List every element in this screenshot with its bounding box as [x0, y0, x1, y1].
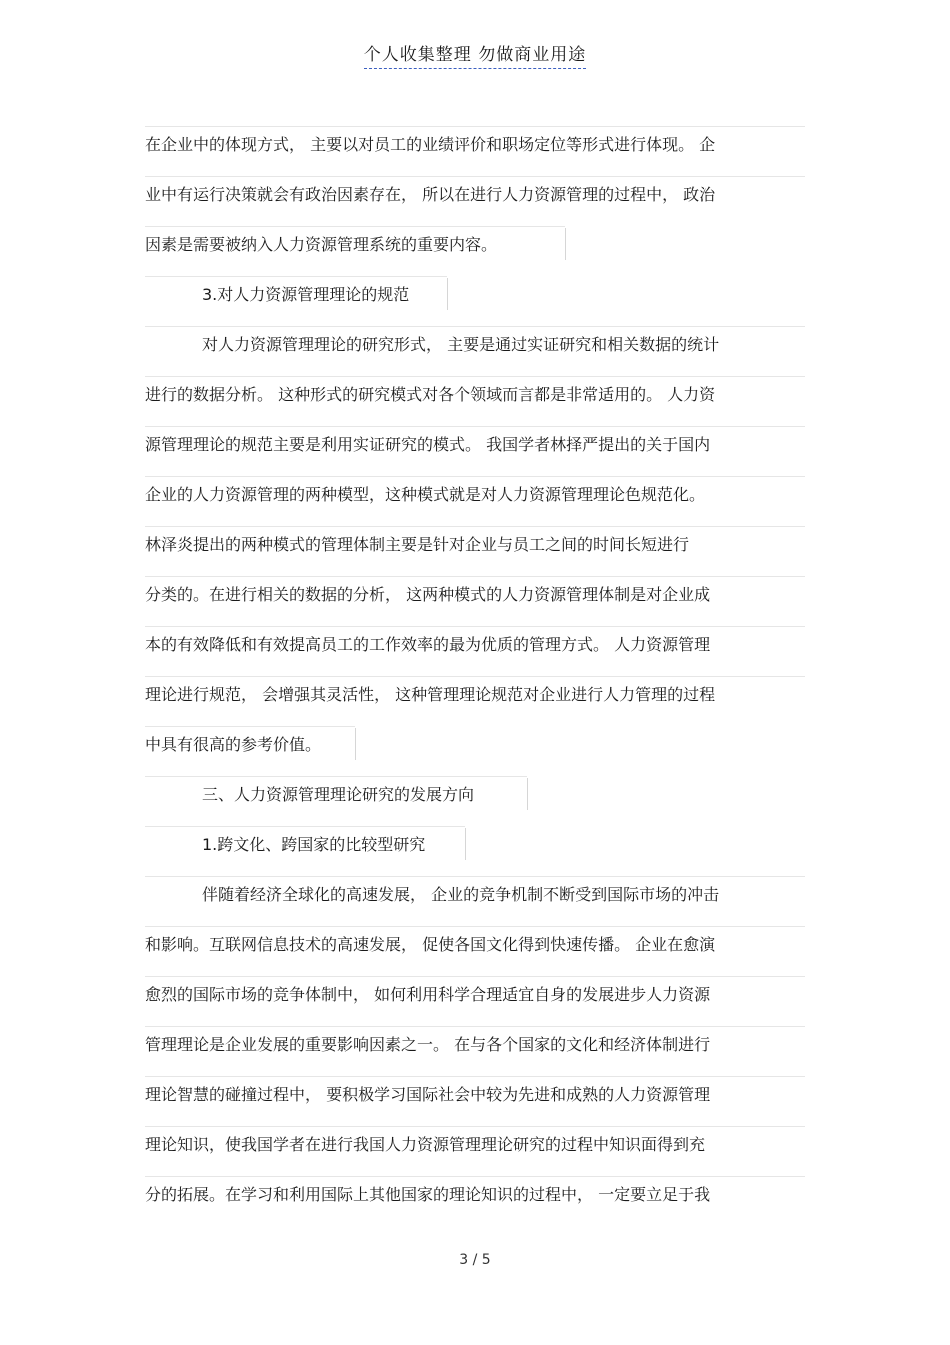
line-text: 因素是需要被纳入人力资源管理系统的重要内容。 [145, 235, 498, 254]
line-text: 在企业中的体现方式， 主要以对员工的业绩评价和职场定位等形式进行体现。 企 [145, 135, 716, 154]
text-line [145, 1070, 805, 1120]
line-text: 3.对人力资源管理理论的规范 [202, 285, 410, 304]
line-text: 林泽炎提出的两种模式的管理体制主要是针对企业与员工之间的时间长短进行 [145, 535, 690, 554]
line-text: 对人力资源管理理论的研究形式， 主要是通过实证研究和相关数据的统计 [202, 335, 720, 354]
text-line [145, 620, 805, 670]
line-top-rule [145, 1126, 805, 1127]
line-text: 源管理理论的规范主要是利用实证研究的模式。 我国学者林择严提出的关于国内 [145, 435, 711, 454]
line-top-rule [145, 1026, 805, 1027]
line-top-rule [145, 326, 805, 327]
text-line [145, 520, 805, 570]
line-top-rule [145, 176, 805, 177]
line-top-rule [145, 376, 805, 377]
text-line [145, 1170, 805, 1220]
line-top-rule [145, 676, 805, 677]
line-text: 理论进行规范， 会增强其灵活性， 这种管理理论规范对企业进行人力管理的过程 [145, 685, 716, 704]
line-top-rule [145, 126, 805, 127]
text-line [145, 1120, 805, 1170]
header-title: 个人收集整理 勿做商业用途 [364, 45, 586, 69]
text-line [145, 320, 805, 370]
text-line [145, 920, 805, 970]
line-top-rule [145, 526, 805, 527]
text-line [145, 370, 805, 420]
line-top-rule [145, 976, 805, 977]
line-text: 和影响。互联网信息技术的高速发展， 促使各国文化得到快速传播。 企业在愈演 [145, 935, 716, 954]
text-line [145, 1020, 805, 1070]
text-line [145, 470, 805, 520]
line-top-rule [145, 776, 527, 777]
line-top-rule [145, 926, 805, 927]
text-line [145, 720, 805, 770]
line-top-rule [145, 876, 805, 877]
line-text: 1.跨文化、跨国家的比较型研究 [202, 835, 426, 854]
text-line [145, 270, 805, 320]
text-line [145, 120, 805, 170]
line-separator [447, 278, 448, 310]
text-line [145, 870, 805, 920]
line-top-rule [145, 476, 805, 477]
line-text: 业中有运行决策就会有政治因素存在， 所以在进行人力资源管理的过程中， 政治 [145, 185, 716, 204]
line-top-rule [145, 1076, 805, 1077]
line-text: 分的拓展。在学习和利用国际上其他国家的理论知识的过程中， 一定要立足于我 [145, 1185, 711, 1204]
text-line [145, 670, 805, 720]
text-line [145, 420, 805, 470]
line-text: 愈烈的国际市场的竞争体制中， 如何利用科学合理适宜自身的发展进步人力资源 [145, 985, 711, 1004]
line-top-rule [145, 1176, 805, 1177]
line-top-rule [145, 626, 805, 627]
line-separator [355, 728, 356, 760]
line-top-rule [145, 576, 805, 577]
document-body [145, 120, 805, 1220]
line-text: 进行的数据分析。 这种形式的研究模式对各个领域而言都是非常适用的。 人力资 [145, 385, 716, 404]
line-separator [465, 828, 466, 860]
text-line [145, 770, 805, 820]
line-text: 本的有效降低和有效提高员工的工作效率的最为优质的管理方式。 人力资源管理 [145, 635, 711, 654]
page-header [0, 40, 950, 65]
text-line [145, 170, 805, 220]
line-text: 伴随着经济全球化的高速发展， 企业的竞争机制不断受到国际市场的冲击 [202, 885, 720, 904]
line-top-rule [145, 426, 805, 427]
text-line [145, 570, 805, 620]
text-line [145, 970, 805, 1020]
line-text: 理论知识，使我国学者在进行我国人力资源管理理论研究的过程中知识面得到充 [145, 1135, 706, 1154]
line-separator [527, 778, 528, 810]
line-text: 分类的。在进行相关的数据的分析， 这两种模式的人力资源管理体制是对企业成 [145, 585, 711, 604]
line-top-rule [145, 826, 465, 827]
line-text: 理论智慧的碰撞过程中， 要积极学习国际社会中较为先进和成熟的人力资源管理 [145, 1085, 711, 1104]
text-line [145, 220, 805, 270]
line-separator [565, 228, 566, 260]
page-number: 3 / 5 [459, 1252, 491, 1268]
line-text: 管理理论是企业发展的重要影响因素之一。 在与各个国家的文化和经济体制进行 [145, 1035, 711, 1054]
line-text: 三、人力资源管理理论研究的发展方向 [202, 785, 475, 804]
text-line [145, 820, 805, 870]
line-top-rule [145, 276, 447, 277]
line-text: 企业的人力资源管理的两种模型，这种模式就是对人力资源管理理论色规范化。 [145, 485, 706, 504]
line-top-rule [145, 726, 355, 727]
line-text: 中具有很高的参考价值。 [145, 735, 322, 754]
line-top-rule [145, 226, 565, 227]
